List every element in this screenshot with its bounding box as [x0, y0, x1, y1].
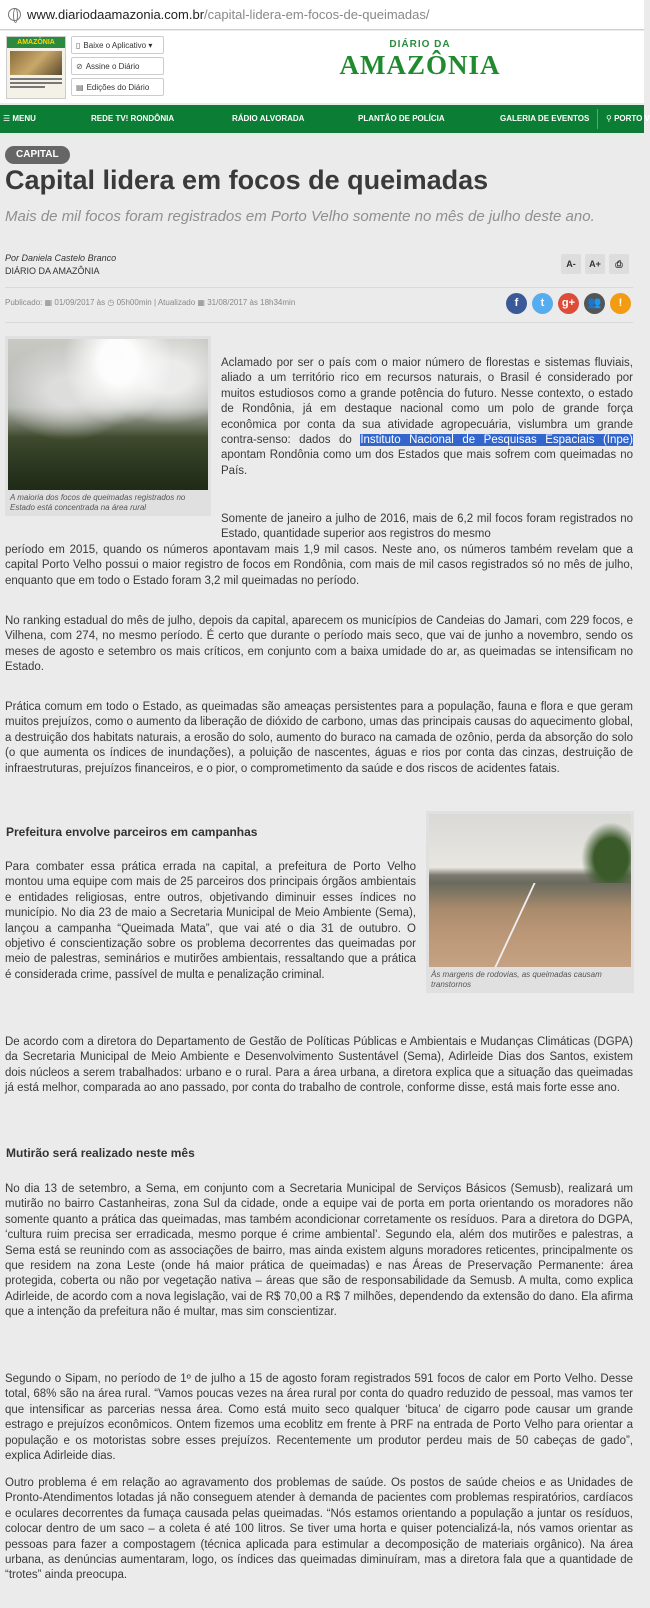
nav-item-galeria-eventos[interactable]: GALERIA DE EVENTOS	[500, 114, 590, 123]
logo-big-text: AMAZÔNIA	[339, 50, 501, 80]
increase-font-button[interactable]: A+	[585, 254, 605, 274]
roadside-photo[interactable]	[429, 814, 631, 967]
paragraph-1: Aclamado por ser o país com o maior número de florestas e sistemas fluviais, aliado a um território rico em recursos naturais, o Brasil é considerado por muitos estudiosos como a grande potência do futuro. Nesse contexto, o estado de Rondônia, já em destaque nacional como um polo de grande força econômica por conta da sua atividade agropecuária, vislumbra um grande contra-senso: dados do Instituto Nacional de Pesquisas Espaciais (Inpe) apontam Rondônia como um dos Estados que mais sofrem com queimadas no País.	[221, 357, 633, 477]
main-nav	[0, 105, 650, 133]
logo-small-text: DIÁRIO DA	[389, 39, 451, 50]
paragraph-7: No dia 13 de setembro, a Sema, em conjunto com a Secretaria Municipal de Serviços Básicos (Semusb), realizará um mutirão no bairro Castanheiras, zona Sul da cidade, onde a equipe vai de porta em porta orientando os moradores não somente quanto a prática das queimadas, mas também acondicionar corretamente os resíduos. Para a diretora do DGPA, ‘cultura ruim precisa ser erradicada, mesmo porque é crime ambiental’. Segundo ela, além dos mutirões e palestras, a Sema está se reunindo com as associações de bairro, mas ainda existem alguns moradores reticentes, principalmente os que residem na zona Leste (onde há maior prática de queimadas) e nas Áreas de Preservação Permanente: área protegida, coberta ou não por vegetação nativa – áreas que são de responsabilidade da Semusb. A multa, como explica Adirleide, de acordo com a nova legislação, vai de R$ 70,00 a R$ 7 milhões, dependendo da extensão do dano. Ela afirma que a intenção da prefeitura não é multar, mas sim conscientizar.	[5, 1183, 633, 1319]
facebook-icon[interactable]: f	[506, 293, 527, 314]
subheading-mutirao: Mutirão será realizado neste mês	[6, 1146, 195, 1160]
nav-item-radio-alvorada[interactable]: RÁDIO ALVORADA	[232, 114, 305, 123]
site-header	[0, 31, 644, 103]
paragraph-3: No ranking estadual do mês de julho, depois da capital, aparecem os municípios de Candeias do Jamari, com 229 focos, e Vilhena, com 274, no mesmo período. É certo que durante o período mais seco, que vai de junho a novembro, sendo os meses de agosto e setembro os mais críticos, em conjunto com a baixa umidade do ar, as queimadas se intensificam no Estado.	[5, 615, 633, 674]
byline-prefix: Por	[5, 253, 20, 263]
paragraph-2b: período em 2015, quando os números apontavam mais 1,9 mil casos. Neste ano, os números também revelam que a capital Porto Velho possui o maior registro de focos em Rondônia, com mais de mil casos registrados só no mês de julho, enquanto que em todo o Estado foram 3,2 mil queimadas no período.	[5, 544, 633, 587]
location-pin-icon: ⚲	[606, 114, 615, 123]
social-share	[506, 293, 631, 314]
download-app-button[interactable]	[71, 36, 164, 54]
calendar-icon: ▦	[44, 298, 53, 307]
paragraph-6: De acordo com a diretora do Departamento de Gestão de Políticas Públicas e Ambientais e Mudanças Climáticas (DGPA) da Secretaria Municipal de Meio Ambiente e Desenvolvimento Sustentável (Sema), Adirleide Dias dos Santos, existem dois núcleos a serem trabalhados: urbano e o rural. Para a área urbana, a diretora explica que a situação das queimadas já está melhor, comparada ao ano passado, por conta do trabalho de controle, conforme disse, está mais forte esse ano.	[5, 1036, 633, 1095]
article-figure-fire	[5, 336, 211, 516]
nav-item-plantao-policia[interactable]: PLANTÃO DE POLÍCIA	[358, 114, 445, 123]
globe-icon	[8, 8, 21, 21]
subscribe-label: Assine o Diário	[85, 61, 140, 71]
published-date: 01/09/2017	[54, 298, 95, 307]
nav-item-rede-tv[interactable]: REDE TV! RONDÔNIA	[91, 114, 175, 123]
menu-button[interactable]: ☰ MENU	[3, 114, 36, 123]
divider	[5, 287, 633, 288]
selected-text: Instituto Nacional de Pesquisas Espaciais (Inpe)	[360, 434, 633, 447]
address-bar[interactable]	[0, 0, 644, 30]
url-host: www.diariodaamazonia.com.br	[27, 7, 205, 22]
decrease-font-button[interactable]: A-	[561, 254, 581, 274]
paragraph-4: Prática comum em todo o Estado, as queimadas são ameaças persistentes para a população, fauna e flora e que geram muitos prejuízos, como o aumento da liberação de dióxido de carbono, umas das principais causas do aquecimento global, a destruição dos habitats naturais, a erosão do solo, aumento do buraco na camada de ozônio, perda da absorção do solo (o que aumenta os índices de inundações), a poluição de nascentes, águas e rios por conta das cinzas, destruição de infraestruturas, prejuízos financeiros, e o pior, o comprometimento da saúde e dos riscos de acidentes fatais.	[5, 701, 633, 775]
article-tools	[561, 254, 629, 274]
paragraph-5: Para combater essa prática errada na capital, a prefeitura de Porto Velho montou uma equipe com mais de 25 parceiros dos principais órgãos ambientais e entidades religiosas, entre outros, objetivando diminuir esses índices no município. No dia 23 de maio a Secretaria Municipal de Meio Ambiente (Sema), lançou a campanha “Queimada Mata”, que vai até o dia 31 de outubro. O objetivo é conscientização sobre os problema decorrentes das queimadas por meio de palestras, seminários e mutirões ambientais, ressaltando que a prática é considerada crime, passível de multa e penalização criminal.	[5, 861, 416, 981]
subheading-prefeitura: Prefeitura envolve parceiros em campanhas	[6, 825, 258, 839]
paragraph-8: Segundo o Sipam, no período de 1º de julho a 15 de agosto foram registrados 591 focos de calor em Porto Velho. Desse total, 68% são na área rural. “Vamos poucas vezes na área rural por conta do quadro reduzido de pessoal, mas vamos ter que intensificar as parcerias nessa área. Como está muito seco qualquer ‘bituca’ de cigarro pode causar um grande estrago e prejuízos econômicos. Ontem fizemos uma ecoblitz em frente à PRF na entrada de Porto Velho para orientar a população e os motoristas sobre esses prejuízos. Recentemente um produtor perdeu mais de 50 cabeças de gado”, explica Adirleide dias.	[5, 1373, 633, 1463]
figure-caption: Às margens de rodovias, as queimadas causam transtornos	[431, 970, 602, 989]
published-label: Publicado:	[5, 298, 43, 307]
author-name: Daniela Castelo Branco	[21, 253, 117, 263]
article-figure-road	[426, 811, 634, 993]
print-edition-thumbnail[interactable]	[6, 36, 66, 99]
calendar-icon: ▦	[197, 298, 205, 307]
subscribe-button[interactable]	[71, 57, 164, 75]
article-subtitle: Mais de mil focos foram registrados em Porto Velho somente no mês de julho deste ano.	[5, 208, 595, 225]
editions-button[interactable]	[71, 78, 164, 96]
editions-label: Edições do Diário	[86, 82, 150, 92]
url-path: /capital-lidera-em-focos-de-queimadas/	[204, 7, 430, 22]
thumbnail-masthead: AMAZÔNIA	[7, 37, 65, 48]
article-title: Capital lidera em focos de queimadas	[5, 165, 489, 195]
alert-icon[interactable]: !	[610, 293, 631, 314]
published-time: 05h00min	[116, 298, 152, 307]
updated-value: 31/08/2017 às 18h34min	[207, 298, 296, 307]
article-source: DIÁRIO DA AMAZÔNIA	[5, 266, 100, 276]
nav-item-location[interactable]	[606, 105, 650, 133]
sign-icon: ⊘	[76, 61, 83, 71]
thumbnail-photo	[10, 51, 62, 75]
newspaper-icon: ▤	[76, 82, 84, 92]
figure-caption: A maioria dos focos de queimadas registrados no Estado está concentrada na área rural	[10, 493, 186, 512]
paragraph-2a: Somente de janeiro a julho de 2016, mais de 6,2 mil focos foram registrados no Estado, quantidade superior aos registros do mesmo	[221, 513, 633, 541]
print-icon[interactable]: ⎙	[609, 254, 629, 274]
paragraph-9: Outro problema é em relação ao agravamento dos problemas de saúde. Os postos de saúde cheios e as Unidades de Pronto-Atendimentos lotadas já não conseguem atender à demanda de pacientes com problemas respiratórios, cardíacos e oculares decorrentes da fumaça causada pelas queimadas. “Nós estamos orientando a população a juntar os resíduos, colocar dentro de um saco – a coleta é até 100 litros. Se tiver uma horta e quiser potencializá-la, nós vamos orientar as pessoas para fazer a compostagem (técnica aplicada para estimular a decomposição de materiais orgânico). Na área urbana, as denúncias aumentaram, logo, os índices das queimadas diminuíram, mas a diretora fala que a quantidade de “trotes” ainda preocupa.	[5, 1477, 633, 1582]
location-label: PORTO V	[614, 114, 650, 123]
google-plus-icon[interactable]: g+	[558, 293, 579, 314]
fire-smoke-photo[interactable]	[8, 339, 208, 490]
publish-info: Publicado: ▦ 01/09/2017 às ◷ 05h00min | Atualizado ▦ 31/08/2017 às 18h34min	[5, 298, 296, 307]
twitter-icon[interactable]: t	[532, 293, 553, 314]
updated-label: | Atualizado	[153, 298, 196, 307]
group-icon[interactable]: 👥	[584, 293, 605, 314]
site-logo[interactable]	[320, 39, 520, 89]
clock-icon: ◷	[107, 298, 115, 307]
download-app-label: Baixe o Aplicativo ▾	[83, 40, 153, 50]
divider	[5, 322, 633, 323]
byline	[5, 253, 116, 263]
phone-icon: ▯	[76, 40, 81, 50]
category-badge[interactable]: CAPITAL	[5, 146, 70, 164]
